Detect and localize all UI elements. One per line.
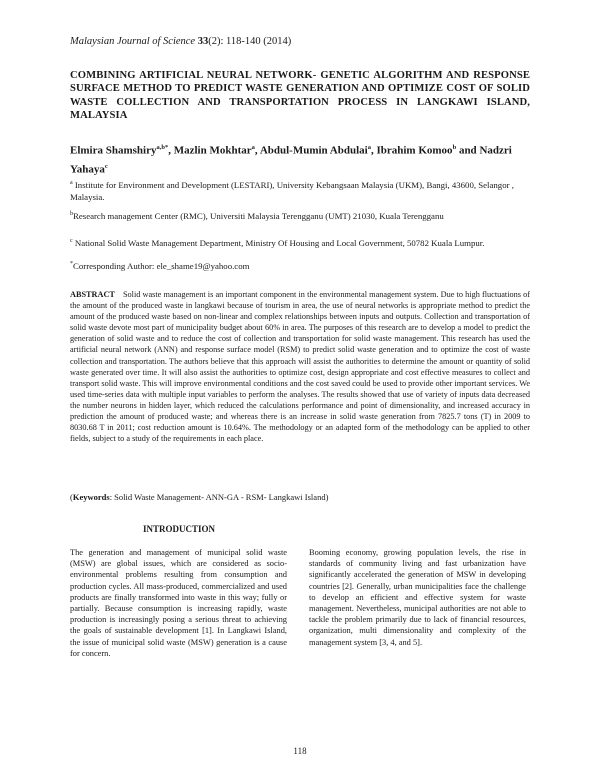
author-name: Elmira Shamshiry xyxy=(70,144,157,157)
author-separator: , xyxy=(168,144,174,157)
affiliation-mark: b xyxy=(70,211,73,217)
journal-volume: 33 xyxy=(197,36,209,47)
keywords: (Keywords: Solid Waste Management- ANN-GA - RSM- Langkawi Island) xyxy=(70,492,329,502)
keywords-label: Keywords xyxy=(72,492,110,502)
abstract-label: ABSTRACT xyxy=(70,290,115,299)
author-separator: , xyxy=(254,144,260,157)
author-separator: , xyxy=(370,144,377,157)
affiliation-mark: * xyxy=(70,261,73,267)
page-number: 118 xyxy=(293,746,307,756)
affiliation-a xyxy=(70,177,530,204)
author-list xyxy=(70,140,532,177)
author-name: Nadzri Yahaya xyxy=(70,144,512,176)
author-affil-mark: a xyxy=(251,144,255,151)
corresponding-author-text: Corresponding Author: ele_shame19@yahoo.com xyxy=(73,260,250,271)
abstract xyxy=(70,289,530,444)
intro-column-left: The generation and management of municipal solid waste (MSW) are global issues, which are considered as socio-environmental problems resulting from consumption and production cycles. All mass-produced, commercialized and used products are finally transformed into waste in this way; fully or partially. Because consumption is increasing rapidly, waste production is increasingly posing a serious threat to achieving the goals of sustainable development [1]. In Langkawi Island, the issue of municipal solid waste (MSW) generation is a cause for concern. xyxy=(70,548,287,658)
corresponding-author xyxy=(70,258,530,272)
author-name: Mazlin Mokhtar xyxy=(173,144,252,157)
author-separator: and xyxy=(456,144,480,157)
affiliation-c xyxy=(70,235,530,249)
affiliation-text: Research management Center (RMC), Universiti Malaysia Terengganu (UMT) 21030, Kuala Terengganu xyxy=(73,210,444,221)
author-affil-mark: c xyxy=(104,162,108,170)
abstract-text: Solid waste management is an important component in the environmental management system. Due to high fluctuations of the amount of the produced waste in langkawi because of tourism in area, the use of neural networks is appropriate method to predict the amount of the produced waste based on non-linear and complex relationships between inputs and outputs. Collection and transportation of solid waste devote most part of municipality budget about 60% in area. The purposes of this research are to develop a model to predict the generation of solid waste and to reduce the cost of collection and transportation for solid waste management. This research has used the artificial neural network (ANN) and response surface model (RSM) to predict solid waste generation and to optimize the cost of waste collection and transportation. The authors believe that this approach will assist the authorities to determine the amount or quantity of solid waste generated over time. It will also assist the authorities to optimize cost, design appropriate and cost effective measures to collect and transport solid waste. This will improve environmental conditions and the cost saved could be used to provide other important services. We used time-series data with multiple input variables to perform the analyses. The results showed that use of variety of inputs data decreased the number neurons in hidden layer, which reduced the calculations performance and point of dimensionality, and increased accuracy in prediction the amount of produced waste; and whereas there is an increase in solid waste generation from 7825.7 tons (T) in 2009 to 8030.68 T in 2011; cost reduction amount is 10.64%. The methodology or an adapted form of the methodology can be applied to other fields, subject to a study of the requirements in each place. xyxy=(70,290,530,444)
section-heading-introduction: INTRODUCTION xyxy=(142,524,215,534)
affiliation-text: National Solid Waste Management Department, Ministry Of Housing and Local Government, 50782 Kuala Lumpur. xyxy=(74,237,485,248)
author-affil-mark: b xyxy=(452,144,457,151)
author-affil-mark: a xyxy=(367,144,371,151)
paper-title: COMBINING ARTIFICIAL NEURAL NETWORK- GENETIC ALGORITHM AND RESPONSE SURFACE METHOD TO PREDICT WASTE GENERATION AND OPTIMIZE COST OF SOLID WASTE COLLECTION AND TRANSPORTATION PROCESS IN LANGKAWI ISLAND, MALAYSIA xyxy=(70,70,530,122)
intro-column-right: Booming economy, growing population levels, the rise in standards of community living and fast urbanization have significantly accelerated the generation of MSW in developing countries [2]. Generally, urban municipalities face the challenge to develop an efficient and effective system for waste management. Nevertheless, municipal authorities are not able to tackle the problem primarily due to lack of financial resources, organization, multi dimensionality and complexity of the management system [3, 4, and 5]. xyxy=(309,548,526,647)
affiliation-mark: c xyxy=(70,238,73,244)
author-name: Ibrahim Komoo xyxy=(376,144,453,157)
affiliation-mark: a xyxy=(70,180,73,186)
author-name: Abdul-Mumin Abdulai xyxy=(259,144,368,157)
author-affil-mark: a,b* xyxy=(156,144,169,151)
affiliation-text: Institute for Environment and Development (LESTARI), University Kebangsaan Malaysia (UKM), Bangi, 43600, Selangor , Malaysia. xyxy=(70,179,514,203)
journal-name: Malaysian Journal of Science xyxy=(70,36,196,47)
keywords-text: : Solid Waste Management- ANN-GA - RSM- Langkawi Island) xyxy=(109,492,329,502)
journal-header xyxy=(70,36,291,47)
journal-issue-pages: (2): 118-140 (2014) xyxy=(208,36,292,47)
affiliation-b xyxy=(70,208,530,222)
